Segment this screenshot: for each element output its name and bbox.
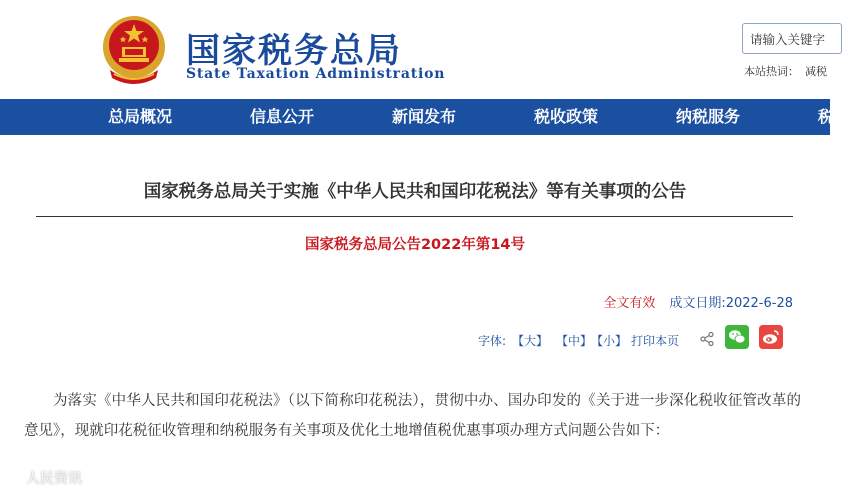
site-name-chinese[interactable]: 国家税务总局: [186, 31, 402, 71]
font-large-button[interactable]: 【大】: [512, 334, 549, 348]
body-paragraph: 为落实《中华人民共和国印花税法》（以下简称印花税法），贯彻中办、国办印发的《关于进一步深化税收征管改革的意见》，现就印花税征收管理和纳税服务有关事项及优化土地增值税优惠事项办理方式问题公告如下：: [24, 393, 801, 439]
date-value: 2022-6-28: [725, 296, 793, 311]
date-label: 成文日期:: [669, 296, 726, 311]
font-medium-button[interactable]: 【中】: [556, 334, 593, 348]
hot-word-link[interactable]: 减税: [805, 65, 827, 78]
article-body: [24, 386, 801, 446]
nav-item-info-disclosure[interactable]: 信息公开: [250, 107, 315, 126]
article-title: 国家税务总局关于实施《中华人民共和国印花税法》等有关事项的公告: [143, 182, 687, 202]
font-small-button[interactable]: 【小】: [591, 334, 628, 348]
weibo-icon[interactable]: [759, 325, 783, 349]
nav-item-truncated[interactable]: 税: [818, 107, 835, 126]
nav-item-overview[interactable]: 总局概况: [108, 107, 173, 126]
title-divider: [36, 216, 793, 217]
nav-item-tax-policy[interactable]: 税收政策: [534, 107, 599, 126]
share-icon[interactable]: [699, 331, 715, 347]
hot-words-label: 本站热词：: [744, 65, 799, 78]
watermark-logo-icon: [6, 470, 22, 486]
font-size-label: 字体:: [478, 334, 507, 348]
watermark-text: 人民资讯: [26, 471, 82, 487]
site-header: [0, 0, 830, 99]
nav-item-tax-service[interactable]: 纳税服务: [676, 107, 741, 126]
national-emblem-icon[interactable]: [100, 14, 168, 86]
hot-words: [744, 63, 827, 79]
main-nav: [0, 99, 835, 135]
nav-item-news[interactable]: 新闻发布: [392, 107, 457, 126]
validity-status: 全文有效: [603, 296, 656, 311]
print-button[interactable]: 打印本页: [631, 334, 680, 348]
document-number: 国家税务总局公告2022年第14号: [304, 237, 526, 253]
watermark: [6, 468, 82, 490]
search-input[interactable]: 请输入关键字: [742, 23, 842, 54]
wechat-icon[interactable]: [725, 325, 749, 349]
site-name-english[interactable]: State Taxation Administration: [186, 66, 446, 82]
article-meta: [603, 292, 793, 311]
